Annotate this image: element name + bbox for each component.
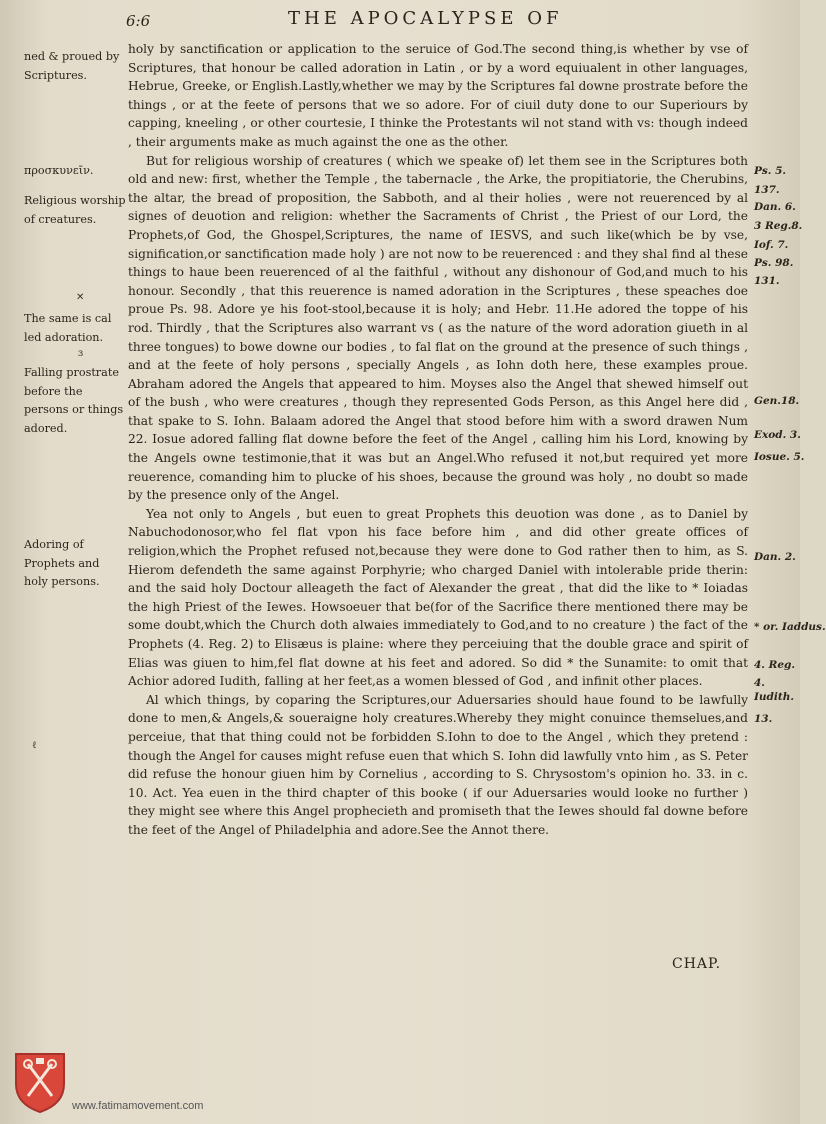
scripture-reference: * or. Iaddus. (754, 621, 826, 633)
scripture-reference: Iosue. 5. (754, 451, 805, 463)
scripture-reference: Exod. 3. (754, 429, 801, 441)
website-link[interactable]: www.fatimamovement.com (72, 1100, 204, 1112)
scripture-reference: 3 Reg.8. (754, 220, 803, 232)
side-note: ned & proued by Scriptures. (24, 50, 120, 82)
scripture-reference: 4. (754, 677, 765, 689)
main-text-column (128, 40, 748, 840)
scripture-reference: 4. Reg. (754, 659, 796, 671)
scripture-reference: 131. (754, 275, 780, 287)
side-note: The same is cal led adoration. (24, 312, 112, 344)
scripture-reference: Dan. 2. (754, 551, 796, 563)
ornament-mark: ℓ (32, 740, 37, 751)
scripture-reference: Iudith. (754, 691, 795, 703)
page-header (0, 6, 800, 32)
scripture-reference: Ps. 98. (754, 257, 794, 269)
scripture-reference: Iof. 7. (754, 239, 789, 251)
paragraph: Al which things, by coparing the Scriptures,our Aduersaries should haue found to be lawfully done to men,& Angels,& soueraigne holy creatures.Whereby they might conuince themselues,and perceiue, that that thing could not be forbidden S.Iohn to doe to the Angel , which they pretend : though the Angel for causes might refuse euen that which S. Iohn did lawfully vnto him , as S. Peter did refuse the honour giuen him by Cornelius , according to S. Chrysostom's opinion ho. 33. in c. 10. Act. Yea euen in the third chapter of this booke ( if our Aduersaries would looke no further ) they might see where this Angel prophecieth and promiseth that the Iewes should fal downe before the feet of the Angel of Philadelphia and adore.See the Annot there. (128, 692, 748, 837)
scripture-reference: 13. (754, 713, 773, 725)
page-number: 6:6 (126, 12, 151, 30)
ornament-mark: ɜ (78, 348, 84, 359)
scripture-reference: 137. (754, 184, 780, 196)
ornament-mark: ✕ (76, 292, 85, 303)
scripture-reference: Dan. 6. (754, 201, 796, 213)
paragraph: Yea not only to Angels , but euen to great Prophets this deuotion was done , as to Daniel by Nabuchodonosor,who fel flat vpon his face before him , and did other greate offices of religion,which the Prophet refused not,because they were done to God rather then to him, as S. Hierom defendeth the same against Porphyrie; who charged Daniel with intolerable pride therin: and the said holy Doctour alleageth the fact of Alexander the great , that did the like to * Ioiadas the high Priest of the Iewes. Howsoeuer that be(for of the Sacrifice there mentioned there may be some doubt,which the Church doth alwaies immediately to God,and to no creature ) the fact of the Prophets (4. Reg. 2) to Elisæus is plaine: where they perceiuing that the double grace and spirit of Elias was giuen to him,fel flat downe at his feet and adored. So did * the Sunamite: to omit that Achior adored Iudith, falling at her feet,as a women blessed of God , and infinit other places. (128, 506, 748, 689)
running-title: THE APOCALYPSE OF (288, 8, 563, 29)
paragraph: holy by sanctification or application to the seruice of God.The second thing,is whether by vse of Scriptures, that honour be called adoration in Latin , or by a word equiualent in other languages, Hebrue, Greeke, or English.Lastly,whether we may by the Scriptures fal downe prostrate before the things , or at the feete of persons that we so adore. For of ciuil duty done to our Superiours by capping, kneeling , or other courtesie, I thinke the Protestants wil not stand with vs: though indeed , their arguments make as much against the one as the other. (128, 42, 748, 149)
side-note: Falling prostrate before the persons or things adored. (24, 366, 124, 435)
side-note: Religious worship of creatures. (24, 194, 126, 226)
catchword: CHAP. (672, 956, 722, 972)
side-note-greek: προσκυνεῖν. (24, 164, 94, 177)
scripture-reference: Ps. 5. (754, 165, 787, 177)
side-note: Adoring of Prophets and holy persons. (24, 538, 100, 589)
papal-keys-shield-icon (12, 1050, 68, 1114)
paragraph: But for religious worship of creatures ( which we speake of) let them see in the Scriptures both old and new: first, whether the Temple , the tabernacle , the Arke, the propitiatorie, the Cherubins, the altar, the bread of proposition, the Sabboth, and al their holies , were not reuerenced by al signes of deuotion and religion: whether the Sacraments of Christ , the Priest of our Lord, the Prophets,of God, the Ghospel,Scriptures, the name of IESVS, and such like(which be by vse, signification,or sanctification made holy ) are not now to be reuerenced : and they shal find al these things to haue been reuerenced of al the faithful , without any dishonour of God,and much to his honour. Secondly , that this reuerence is named adoration in the Scriptures , these speaches doe proue Ps. 98. Adore ye his foot-stool,because it is holy; and Hebr. 11.He adored the toppe of his rod. Thirdly , that the Scriptures also warrant vs ( as the nature of the word adoration giueth in al three tongues) to bowe downe our bodies , to fal flat on the ground at the presence of such things , and at the feete of holy persons , specially Angels , as Iohn doth here, these examples proue. Abraham adored the Angels that appeared to him. Moyses also the Angel that shewed himself out of the bush , who were creatures , though they represented Gods Person, as this Angel here did , that spake to S. Iohn. Balaam adored the Angel that stood before him with a sword drawen Num 22. Iosue adored falling flat downe before the feet of the Angel , calling him his Lord, knowing by the Angels owne testimonie,that it was but an Angel.Who refused it not,but required yet more reuerence, comanding him to plucke of his shoes, because the ground was holy , no doubt so made by the presence only of the Angel. (128, 153, 748, 503)
scripture-reference: Gen.18. (754, 395, 800, 407)
